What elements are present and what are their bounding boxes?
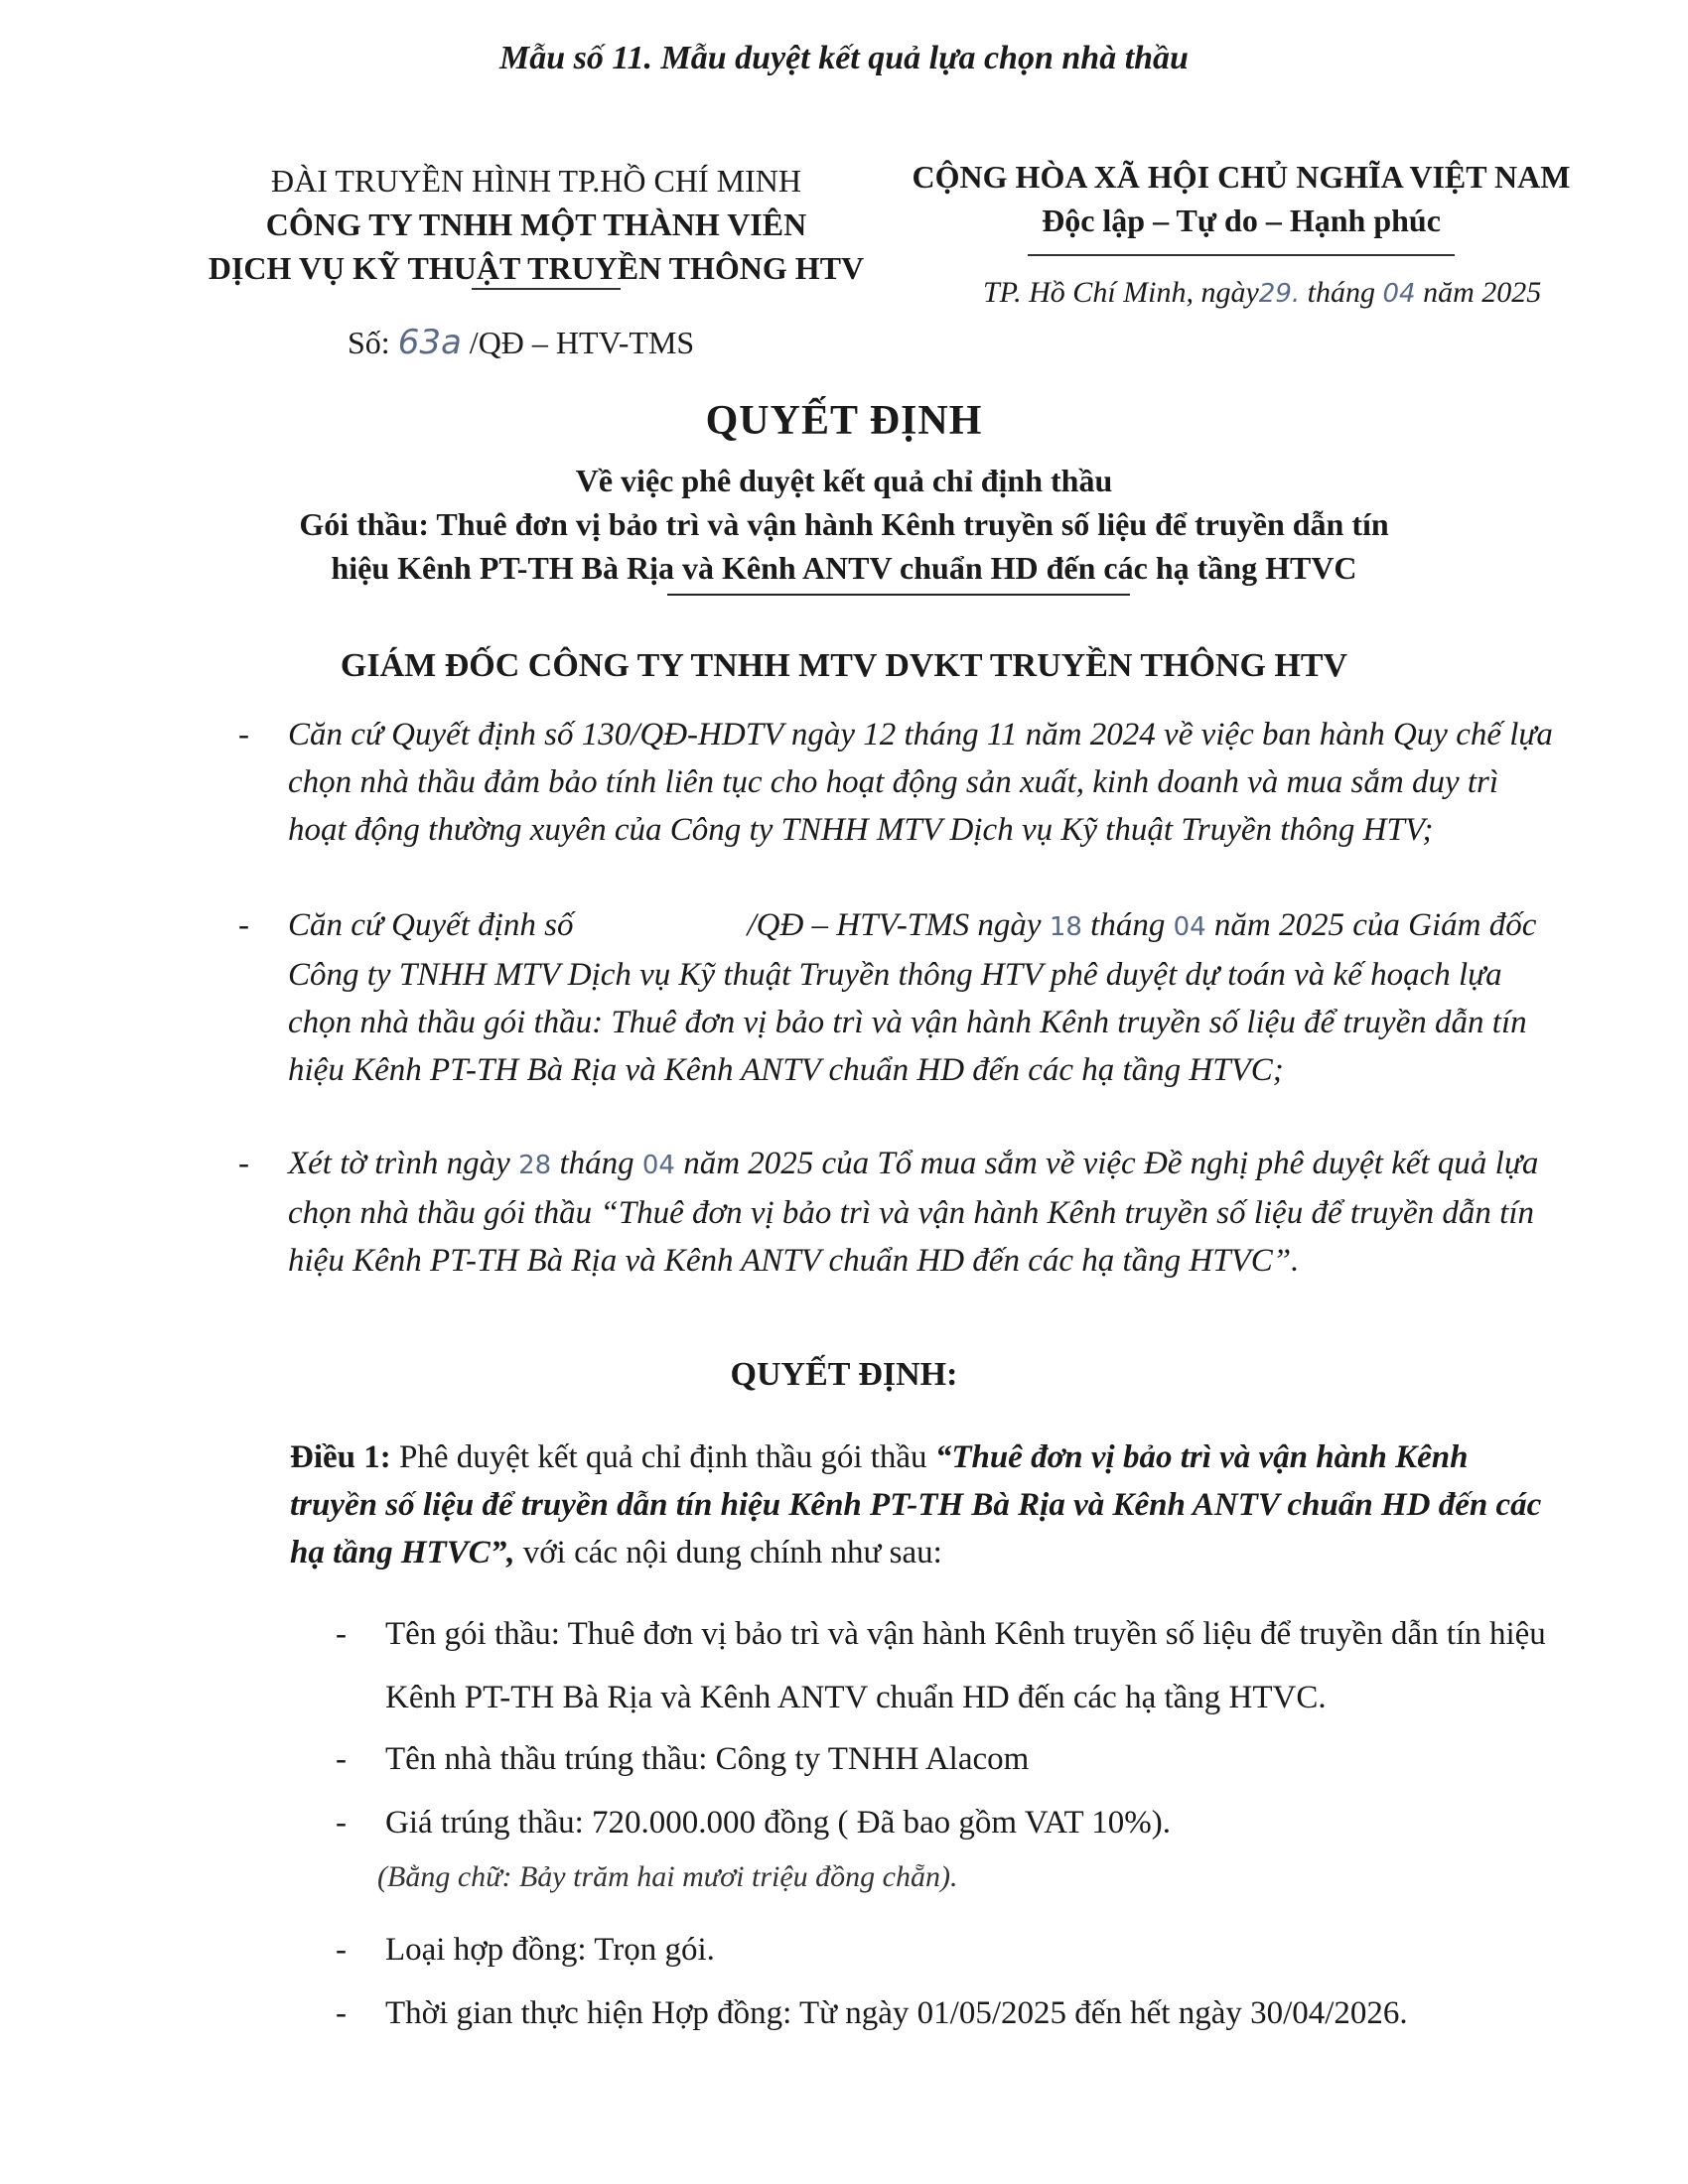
subject-line-3: hiệu Kênh PT-TH Bà Rịa và Kênh ANTV chuẩn HD đến các hạ tầng HTVC bbox=[331, 550, 1357, 586]
basis-item bbox=[238, 901, 1559, 1094]
date-day: 29. bbox=[1258, 279, 1301, 309]
issuer-line-2: CÔNG TY TNHH MỘT THÀNH VIÊN bbox=[265, 206, 807, 242]
basis-text-1: Căn cứ Quyết định số 130/QĐ-HDTV ngày 12 tháng 11 năm 2024 về việc ban hành Quy chế lựa chọn nhà thầu đảm bảo tính liên tục cho hoạt động sản xuất, kinh doanh và mua sắm duy trì hoạt động thường xuyên của Công ty TNHH MTV Dịch vụ Kỹ thuật Truyền thông HTV; bbox=[288, 717, 1553, 848]
article-text-2: với các nội dung chính như sau: bbox=[522, 1535, 942, 1570]
contract-period: Thời gian thực hiện Hợp đồng: Từ ngày 01/05/2025 đến hết ngày 30/04/2026. bbox=[385, 1995, 1408, 2031]
price-in-words: (Bằng chữ: Bảy trăm hai mươi triệu đồng chẵn). bbox=[377, 1860, 958, 1893]
subject-line-1: Về việc phê duyệt kết quả chỉ định thầu bbox=[575, 463, 1113, 498]
basis-item bbox=[238, 1140, 1559, 1285]
article-text-1: Phê duyệt kết quả chỉ định thầu gói thầu bbox=[399, 1439, 927, 1475]
handwritten-month: 04 bbox=[641, 1151, 675, 1180]
bullet-dash: - bbox=[238, 1146, 249, 1181]
winning-bidder: Tên nhà thầu trúng thầu: Công ty TNHH Alacom bbox=[385, 1741, 1030, 1777]
national-line-1: CỘNG HÒA XÃ HỘI CHỦ NGHĨA VIỆT NAM bbox=[912, 159, 1571, 195]
number-handwritten: 63a bbox=[397, 323, 462, 362]
handwritten-day: 18 bbox=[1049, 912, 1082, 942]
basis-text-2c: tháng bbox=[1090, 907, 1166, 943]
article-1 bbox=[290, 1433, 1561, 1576]
issuer-header bbox=[149, 159, 923, 290]
basis-text-2d: năm 2025 của Giám đốc Công ty TNHH MTV Dịch vụ Kỹ thuật Truyền thông HTV phê duyệt dự toán và kế hoạch lựa chọn nhà thầu gói thầu: Thuê đơn vị bảo trì và vận hành Kênh truyền số liệu để truyền dẫn tín hiệu Kênh PT-TH Bà Rịa và Kênh ANTV chuẩn HD đến các hạ tầng HTVC; bbox=[288, 907, 1537, 1088]
list-item bbox=[336, 1918, 1577, 1981]
number-suffix: /QĐ – HTV-TMS bbox=[469, 325, 695, 360]
handwritten-month: 04 bbox=[1173, 912, 1206, 942]
issuer-line-1: ĐÀI TRUYỀN HÌNH TP.HỒ CHÍ MINH bbox=[271, 163, 801, 199]
basis-text-3a: Xét tờ trình ngày bbox=[288, 1146, 510, 1181]
bullet-dash: - bbox=[336, 1932, 347, 1968]
issuer-underline bbox=[472, 288, 621, 290]
number-prefix: Số: bbox=[348, 325, 390, 360]
national-underline bbox=[1028, 254, 1455, 256]
date-line bbox=[983, 276, 1541, 310]
bullet-dash: - bbox=[336, 1616, 347, 1652]
contract-type: Loại hợp đồng: Trọn gói. bbox=[385, 1932, 715, 1968]
date-text-1: TP. Hồ Chí Minh, ngày bbox=[983, 276, 1259, 309]
subject-block bbox=[199, 459, 1489, 590]
basis-text-2b: /QĐ – HTV-TMS ngày bbox=[747, 907, 1042, 943]
article-label: Điều 1: bbox=[290, 1439, 391, 1475]
list-item bbox=[336, 1791, 1577, 1854]
bullet-dash: - bbox=[238, 717, 249, 752]
page-title: QUYẾT ĐỊNH bbox=[705, 398, 983, 444]
national-line-2: Độc lập – Tự do – Hạnh phúc bbox=[1042, 203, 1441, 238]
bullet-dash: - bbox=[336, 1995, 347, 2031]
list-item bbox=[336, 1981, 1577, 2045]
date-month: 04 bbox=[1382, 279, 1416, 309]
director-title: GIÁM ĐỐC CÔNG TY TNHH MTV DVKT TRUYỀN THÔNG HTV bbox=[340, 647, 1348, 684]
bullet-dash: - bbox=[336, 1741, 347, 1777]
basis-text-2a: Căn cứ Quyết định số bbox=[288, 907, 574, 943]
document-number bbox=[348, 323, 694, 362]
form-title: Mẫu số 11. Mẫu duyệt kết quả lựa chọn nhà thầu bbox=[499, 40, 1189, 76]
list-item bbox=[336, 1602, 1577, 1729]
article-package-name: “Thuê đơn vị bảo trì và vận hành Kênh truyền số liệu để truyền dẫn tín hiệu Kênh PT-TH Bà Rịa và Kênh ANTV chuẩn HD đến các hạ tầng HTVC”, bbox=[290, 1439, 1542, 1570]
list-item bbox=[336, 1727, 1577, 1791]
package-name: Tên gói thầu: Thuê đơn vị bảo trì và vận hành Kênh truyền số liệu để truyền dẫn tín hiệu Kênh PT-TH Bà Rịa và Kênh ANTV chuẩn HD đến các hạ tầng HTVC. bbox=[385, 1616, 1546, 1715]
bullet-dash: - bbox=[336, 1805, 347, 1841]
basis-text-3c: năm 2025 của Tổ mua sắm về việc Đề nghị phê duyệt kết quả lựa chọn nhà thầu gói thầu “Thuê đơn vị bảo trì và vận hành Kênh truyền số liệu để truyền dẫn tín hiệu Kênh PT-TH Bà Rịa và Kênh ANTV chuẩn HD đến các hạ tầng HTVC”. bbox=[288, 1146, 1539, 1279]
handwritten-day: 28 bbox=[518, 1151, 552, 1180]
basis-item bbox=[238, 711, 1559, 854]
date-text-2: tháng bbox=[1307, 276, 1375, 309]
issuer-line-3: DỊCH VỤ KỸ THUẬT TRUYỀN THÔNG HTV bbox=[208, 250, 865, 286]
basis-text-3b: tháng bbox=[559, 1146, 634, 1181]
subject-underline bbox=[667, 594, 1130, 596]
national-header bbox=[894, 155, 1589, 242]
decision-title: QUYẾT ĐỊNH: bbox=[730, 1356, 958, 1393]
date-text-3: năm 2025 bbox=[1423, 276, 1542, 309]
bullet-dash: - bbox=[238, 907, 249, 943]
subject-line-2: Gói thầu: Thuê đơn vị bảo trì và vận hành Kênh truyền số liệu để truyền dẫn tín bbox=[299, 506, 1389, 542]
winning-price: Giá trúng thầu: 720.000.000 đồng ( Đã bao gồm VAT 10%). bbox=[385, 1805, 1172, 1841]
